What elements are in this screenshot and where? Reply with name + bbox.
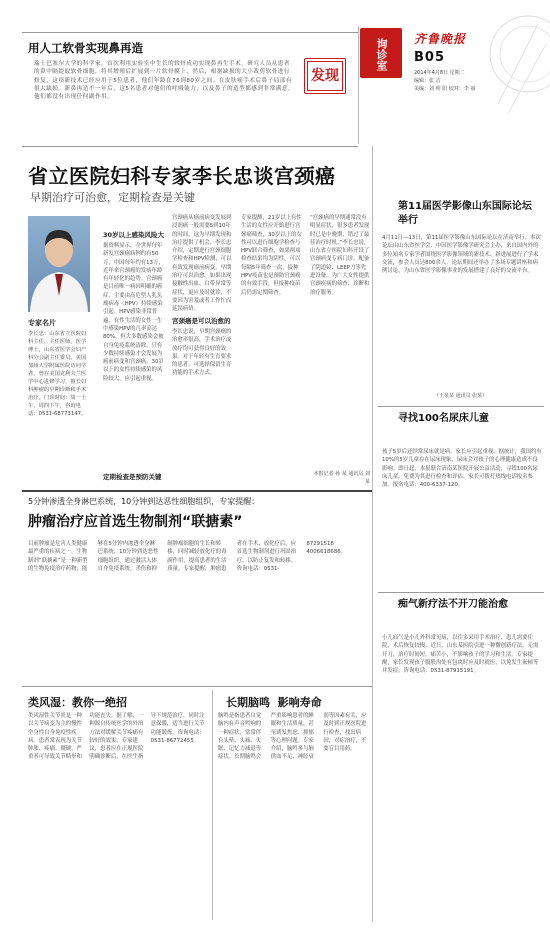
brain-noise-headline: 长期脑鸣 影响寿命 [226,696,322,709]
discovery-body: 瑞士巴塞尔大学的科学家，首次利用实验室中生长的软骨成功实现鼻再生手术。研究人员从患者的鼻中隔提取软骨细胞，将其增殖后扩展到一片软骨膜上，然后，根据缺损的大小裁剪软骨进行修复，这项新技术已经应用于5位患者，他们年龄在76到80岁之间。在皮肤癌手术后鼻子局部有很大缺损。新鼻再造不一年后，这5名患者对他们的呼吸能力，以及鼻子的造型都感到非常满意。他们都没有出现任何副作用。 [34,61,294,101]
main-column-3b: 李长忠说，早期宫颈癌的治愈率很高，手术治疗或放疗均可获得良好的效果。对于年轻有生育要求的患者，可选择保留生育功能的手术方式。 [172,329,232,377]
arthritis-headline: 类风湿：教你一绝招 [28,696,127,709]
discovery-seal-text: 发现 [311,68,339,84]
main-column-4: 专家提醒，21岁以上有性生活的女性应开始进行宫颈癌筛查，30岁以上的女性可以进行细胞学检查与HPV联合筛查，如果两项检查结果均为阴性，可以每隔5年筛查一次。接种HPV疫苗也是预防宫颈癌的有效手段，但接种疫苗后仍需定期筛查。 [241,215,302,296]
issue-date: 2014年4月8日 星期二 [414,70,465,76]
bedwetting-headline: 寻找100名尿床儿童 [398,413,489,424]
expert-card-label: 专家名片 [28,319,56,327]
section-head-screening: 定期检查是预防关键 [103,473,162,481]
editor-line-1: 编辑：张 洁 [414,78,441,84]
main-column-3: 宫颈癌从癌前病变发展到浸润癌一般需要5到10年的时间，这为早期发现和治疗提供了机会。李长忠介绍，定期进行宫颈细胞学检查和HPV检测，可以有效发现癌前病变，早期治疗可以治愈。如果出现接触性出血、白带异常等症状，更应及时就诊，不要因为害羞或者工作忙而延误病情。 [172,215,232,313]
discovery-title: 用人工软骨实现鼻再造 [28,41,143,55]
forum-headline: 第11届医学影像山东国际论坛举行 [398,201,532,226]
main-column-5: “宫颈癌的早期通常没有明显症状，很多患者发现时已是中晚期，错过了最佳治疗时机。”李长忠说，山东省立医院妇科开设了宫颈病变专病门诊，配备了阴道镜、LEEP刀等先进设备，为广大女性提供宫颈疾病的筛查、诊断和治疗服务。 [310,215,370,296]
section-head-curable: 宫颈癌是可以治愈的 [172,317,231,325]
brain-noise-body: 脑鸣是指患者自觉脑内有声音鸣响的一种症状，常常伴有头晕、头痛、失眠、记忆力减退等症状。长期脑鸣会严重影响患者的睡眠和生活质量，甚至诱发焦虑、抑郁等心理问题。专家介绍，脑鸣多与脑供血不足、神经衰弱等因素有关，应及时到正规医院进行检查，找出病因，对症治疗，不要盲目用药。 [218,713,367,761]
discovery-seal [304,58,346,94]
main-column-2: 据资料显示，全世界每年新发宫颈癌病例约有50万，中国每年约有13万，近年来宫颈癌的发病年龄有年轻化的趋势。宫颈癌是目前唯一病因明确的癌症，主要由高危型人乳头瘤病毒（HPV）持续感染引起。HPV感染非常普遍，有性生活的女性一生中感染HPV的几率高达80%，但大多数感染会被自身免疫系统清除，只有少数持续感染才会发展为癌前病变和宫颈癌。30岁以上的女性持续感染的风险较大，应引起重视。 [103,243,164,382]
forum-body: 4月11日—13日，第11届医学影像山东国际论坛在济南举行。本次论坛由山东省医学会、中国医学影像学研究会主办，来自国内外的多位知名专家学者围绕医学影像领域的新技术、新进展进行了学术交流，参会人员达800余人。论坛期间还举办了多场专题讲座和病例讨论，为山东省医学影像事业的发展搭建了良好的交流平台。 [382,235,541,275]
biotherapy-body: 目前肿瘤是危害人类健康最严重的疾病之一。生物制剂“联搪素”是一种新型的生物免疫治疗药物，能够在5分钟内渗透全身淋巴系统，10分钟到达恶性细胞组织，通过激活人体自身免疫系统，杀伤和抑制肿瘤细胞的生长和转移，同时减轻放化疗的毒副作用，提高患者的生活质量。专家提醒，肿瘤患者在手术、放化疗后，应首选生物制剂进行巩固治疗，以防止复发和转移。咨询电话：0531-87291518 4006618686。 [28,541,347,572]
section-name: 询诊室 [375,37,388,71]
main-subtitle: 早期治疗可治愈，定期检查是关键 [30,191,195,204]
expert-bio: 李长忠：山东省立医院妇科主任、主任医师，医学博士，山东省医学会妇产科分会副主任委员、美国加州大学附属医院访问学者，曾在美国克利夫兰医学中心进修学习，擅长妇科肿瘤的早期诊断和手术治疗。门诊时间：周一上午、周四下午，咨询电话：0531-68773147。 [28,331,87,417]
biotherapy-headline: 肿瘤治疗应首选生物制剂“联搪素” [28,514,243,530]
section-head-risk: 30岁以上感染风险大 [103,231,165,239]
main-headline: 省立医院妇科专家李长忠谈宫颈癌 [28,164,336,188]
forum-byline: （王某某 通讯员 张某） [434,393,488,399]
expert-photo [28,216,90,312]
hernia-body: 小儿疝气是小儿外科常见病，以往多采用手术治疗，患儿需要住院，术后恢复较慢。近日，山东某医院引进一种微创新疗法，无需开刀，治疗时间短，痛苦小，不影响孩子的学习和生活。专家提醒，家长发现孩子腹股沟处有包块时应及时就医，以免发生嵌顿等并发症。咨询电话：0531-87915191。 [382,635,539,675]
biotherapy-kicker: 5分钟渗透全身淋巴系统，10分钟到达恶性细胞组织，专家提醒： [28,497,260,506]
section-seal [360,28,402,78]
newspaper-logo: 齐鲁晚报 [414,32,467,46]
arthritis-body: 类风湿性关节炎是一种以关节病变为主的慢性全身性自身免疫性疾病。患者常表现为关节肿胀、疼痛、僵硬，严重者可导致关节畸形和功能丧失。据了解，一种源自传统医学的外治方法对缓解关节疼痛有较好的效果。专家建议，患者应在正规医院明确诊断后，在医生指导下规范治疗，同时注意保暖，适当进行关节功能锻炼。咨询电话：0531-86772455。 [28,713,205,761]
decorative-corner-graphic [478,4,548,124]
editor-line-2: 美编：刘 明 阳 校对：李 丽 [414,86,476,92]
main-byline: 本报记者 孙 某 通讯员 刘 某 [313,471,370,486]
bedwetting-body: 孩子5岁后还经常尿床就是病，家长应引起重视。据统计，我国约有10%的5岁儿童存在尿床现象，尿床会对孩子的心理健康造成不良影响。即日起，本报联合济南某医院开展公益活动，寻找100名尿床儿童，免费为其进行检查和评估。家长可拨打热线电话报名参加。报名电话：400-6337-120。 [382,449,542,489]
hernia-headline: 痴气新疗法不开刀能治愈 [398,599,508,610]
page-code: B05 [414,50,445,65]
